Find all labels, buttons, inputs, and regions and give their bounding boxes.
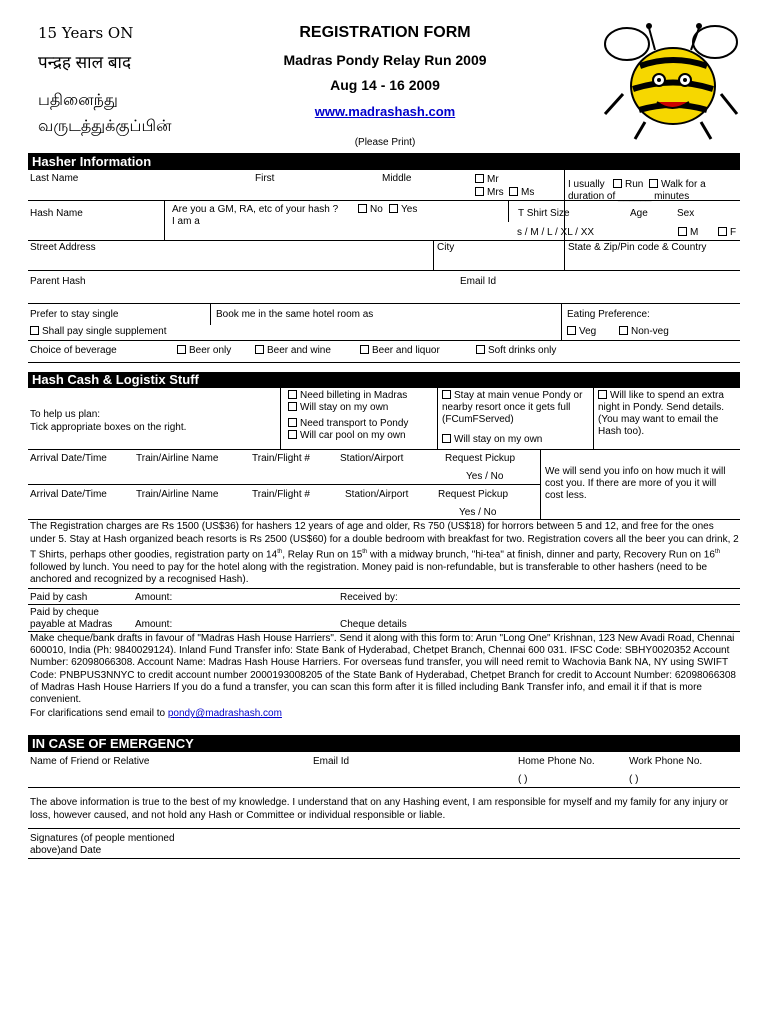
- clarifications: For clarifications send email to pondy@madrashash.com: [30, 708, 282, 719]
- paid-cash-label: Paid by cash: [30, 592, 88, 603]
- emergency-email-label: Email Id: [313, 756, 350, 767]
- work-phone-paren: ( ): [629, 774, 639, 785]
- station-label-1: Station/Airport: [340, 453, 404, 464]
- arrival-label-1: Arrival Date/Time: [30, 453, 107, 464]
- extra-night-checkbox[interactable]: Will like to spend an extra night in Pondy. Send details. (You may want to email the Hash too).: [598, 390, 740, 438]
- gm-no-checkbox[interactable]: No: [358, 204, 383, 216]
- sex-label: Sex: [677, 208, 695, 219]
- payment-instructions: Make cheque/bank drafts in favour of "Madras Hash House Harriers". Send it along with this form to: Arun "Long One" Krishnan, 123 New Avadi Road, Chennai 600010, India (Ph: 9840029124). Inland Fund Transfer info: State Bank of Hyderabad, Chetpet Branch, Chennai 600 031. IFSC Code: SBHY0020352 Account Number: 62098066308. Account Name: Madras Hash House Harriers. For overseas fund transfer, you will need remit to Wachovia Bank NA, NY using SWIFT Code: PNBPUS3NNYC to credit account number 2000193008205 of the State Bank of Hyderabad, Chetpet Branch for credit to Account Number: 62098066308 of Madras Hash House Harriers If you do a fund a transfer, you can scan this form after it is filled including Bank Transfer info, and email it if that is more convenient.: [30, 633, 736, 706]
- home-phone-label: Home Phone No.: [518, 756, 595, 767]
- arrival-label-2: Arrival Date/Time: [30, 489, 107, 500]
- sex-m-checkbox[interactable]: M: [678, 227, 698, 239]
- clarification-email-link[interactable]: pondy@madrashash.com: [167, 708, 282, 719]
- amount-label-2: Amount:: [135, 619, 173, 630]
- gm-yes-checkbox[interactable]: Yes: [389, 204, 417, 216]
- beer-wine-checkbox[interactable]: Beer and wine: [255, 345, 331, 357]
- amount-label-1: Amount:: [135, 592, 173, 603]
- years-tamil-2: வருடத்துக்குப்பின்: [38, 118, 172, 135]
- tshirt-size-label: T Shirt Size: [518, 208, 570, 219]
- train-flight-label-1: Train/Flight #: [252, 453, 310, 464]
- stay-single-label: Prefer to stay single: [30, 309, 119, 320]
- usually-label: I usually: [568, 179, 605, 190]
- middle-name-label: Middle: [382, 173, 412, 184]
- send-info-note: We will send you info on how much it will cost you. If there are more of you it will cost less.: [545, 466, 726, 501]
- declaration: The above information is true to the best of my knowledge. I understand that on any Hashing event, I am responsible for myself and my family for any injury or loss, however caused, and not hold any Hash or Committee or individual responsible or liable.: [30, 797, 729, 821]
- help-plan-label: To help us plan:: [30, 409, 101, 420]
- sex-f-checkbox[interactable]: F: [718, 227, 736, 239]
- soft-drinks-checkbox[interactable]: Soft drinks only: [476, 345, 556, 357]
- first-name-label: First: [255, 173, 275, 184]
- parent-hash-label: Parent Hash: [30, 276, 86, 287]
- i-am-a-label: I am a: [172, 216, 200, 227]
- cheque-details-label: Cheque details: [340, 619, 407, 630]
- train-flight-label-2: Train/Flight #: [252, 489, 310, 500]
- paid-cheque-label-2: payable at Madras: [30, 619, 113, 630]
- pickup-yes-no-1[interactable]: Yes / No: [466, 471, 504, 482]
- transport-checkbox[interactable]: Need transport to Pondy: [288, 418, 408, 430]
- years-english: 15 Years ON: [38, 24, 134, 42]
- friend-relative-label: Name of Friend or Relative: [30, 756, 150, 767]
- signature-label-1: Signatures (of people mentioned: [30, 833, 175, 844]
- beer-only-checkbox[interactable]: Beer only: [177, 345, 231, 357]
- stay-own-2-checkbox[interactable]: Will stay on my own: [442, 434, 542, 446]
- tick-boxes-label: Tick appropriate boxes on the right.: [30, 422, 187, 433]
- years-hindi: पन्द्रह साल बाद: [38, 53, 131, 72]
- city-label: City: [437, 242, 455, 253]
- please-print: (Please Print): [354, 137, 416, 148]
- beer-liquor-checkbox[interactable]: Beer and liquor: [360, 345, 440, 357]
- duration-label: duration of ______ minutes: [568, 191, 690, 202]
- website-link[interactable]: www.madrashash.com: [314, 104, 456, 119]
- event-name: Madras Pondy Relay Run 2009: [283, 52, 487, 68]
- stay-main-venue-checkbox[interactable]: Stay at main venue Pondy or nearby resort once it gets full (FCumFServed): [442, 390, 590, 426]
- gm-question: Are you a GM, RA, etc of your hash ?: [172, 204, 339, 215]
- run-checkbox[interactable]: Run: [613, 179, 643, 191]
- state-label: State & Zip/Pin code & Country: [568, 242, 707, 253]
- pickup-yes-no-2[interactable]: Yes / No: [459, 507, 497, 518]
- single-supplement-checkbox[interactable]: Shall pay single supplement: [30, 326, 167, 338]
- paid-cheque-label-1: Paid by cheque: [30, 607, 99, 618]
- billeting-checkbox[interactable]: Need billeting in Madras: [288, 390, 407, 402]
- station-label-2: Station/Airport: [345, 489, 409, 500]
- registration-terms: The Registration charges are Rs 1500 (US$36) for hashers 12 years of age and older, Rs 750 (US$18) for horrors between 5 and 12, and free for the ones under 5. Stay at Hash organized beach resorts is Rs 2500 (US$60) for a double bedroom with breakfast for two. Registration covers all the beer you can drink, 2 T Shirts, perhaps other goodies, registration party on 14th, Relay Run on 15th with a midway brunch, "hi-tea" at finish, dinner and party, Recovery Run on 16th followed by lunch. You need to pay for the hotel along with the registration. Money paid is non-refundable, but is transferable to other hashers (need to be anchored and recognized by a recognised Hash).: [30, 521, 739, 586]
- years-tamil-1: பதினைந்து: [38, 92, 118, 109]
- walk-checkbox[interactable]: Walk for a: [649, 179, 706, 191]
- request-pickup-label-1: Request Pickup: [445, 453, 516, 464]
- age-label: Age: [630, 208, 648, 219]
- work-phone-label: Work Phone No.: [629, 756, 703, 767]
- train-airline-label-1: Train/Airline Name: [136, 453, 219, 464]
- stay-own-checkbox[interactable]: Will stay on my own: [288, 402, 388, 414]
- home-phone-paren: ( ): [518, 774, 528, 785]
- hash-name-label: Hash Name: [30, 208, 83, 219]
- title-mrs-checkbox[interactable]: Mrs: [475, 187, 504, 199]
- nonveg-checkbox[interactable]: Non-veg: [619, 326, 669, 338]
- title-mr-checkbox[interactable]: Mr: [475, 174, 499, 186]
- email-label: Email Id: [460, 276, 497, 287]
- received-by-label: Received by:: [340, 592, 398, 603]
- hasher-info-header: Hasher Information: [28, 153, 740, 170]
- request-pickup-label-2: Request Pickup: [438, 489, 509, 500]
- emergency-header: IN CASE OF EMERGENCY: [28, 735, 740, 752]
- bee-mascot-icon: [595, 14, 745, 144]
- street-address-label: Street Address: [30, 242, 96, 253]
- veg-checkbox[interactable]: Veg: [567, 326, 596, 338]
- train-airline-label-2: Train/Airline Name: [136, 489, 219, 500]
- title-ms-checkbox[interactable]: Ms: [509, 187, 534, 199]
- event-dates: Aug 14 - 16 2009: [330, 77, 440, 93]
- eating-preference-label: Eating Preference:: [567, 309, 650, 320]
- same-room-label: Book me in the same hotel room as: [216, 309, 374, 320]
- tshirt-sizes: s / M / L / XL / XX: [517, 227, 595, 238]
- logistics-header: Hash Cash & Logistix Stuff: [28, 372, 740, 388]
- car-pool-checkbox[interactable]: Will car pool on my own: [288, 430, 406, 442]
- signature-label-2: above)and Date: [30, 845, 102, 856]
- form-title: REGISTRATION FORM: [299, 24, 471, 41]
- beverage-label: Choice of beverage: [30, 345, 117, 356]
- last-name-label: Last Name: [30, 173, 79, 184]
